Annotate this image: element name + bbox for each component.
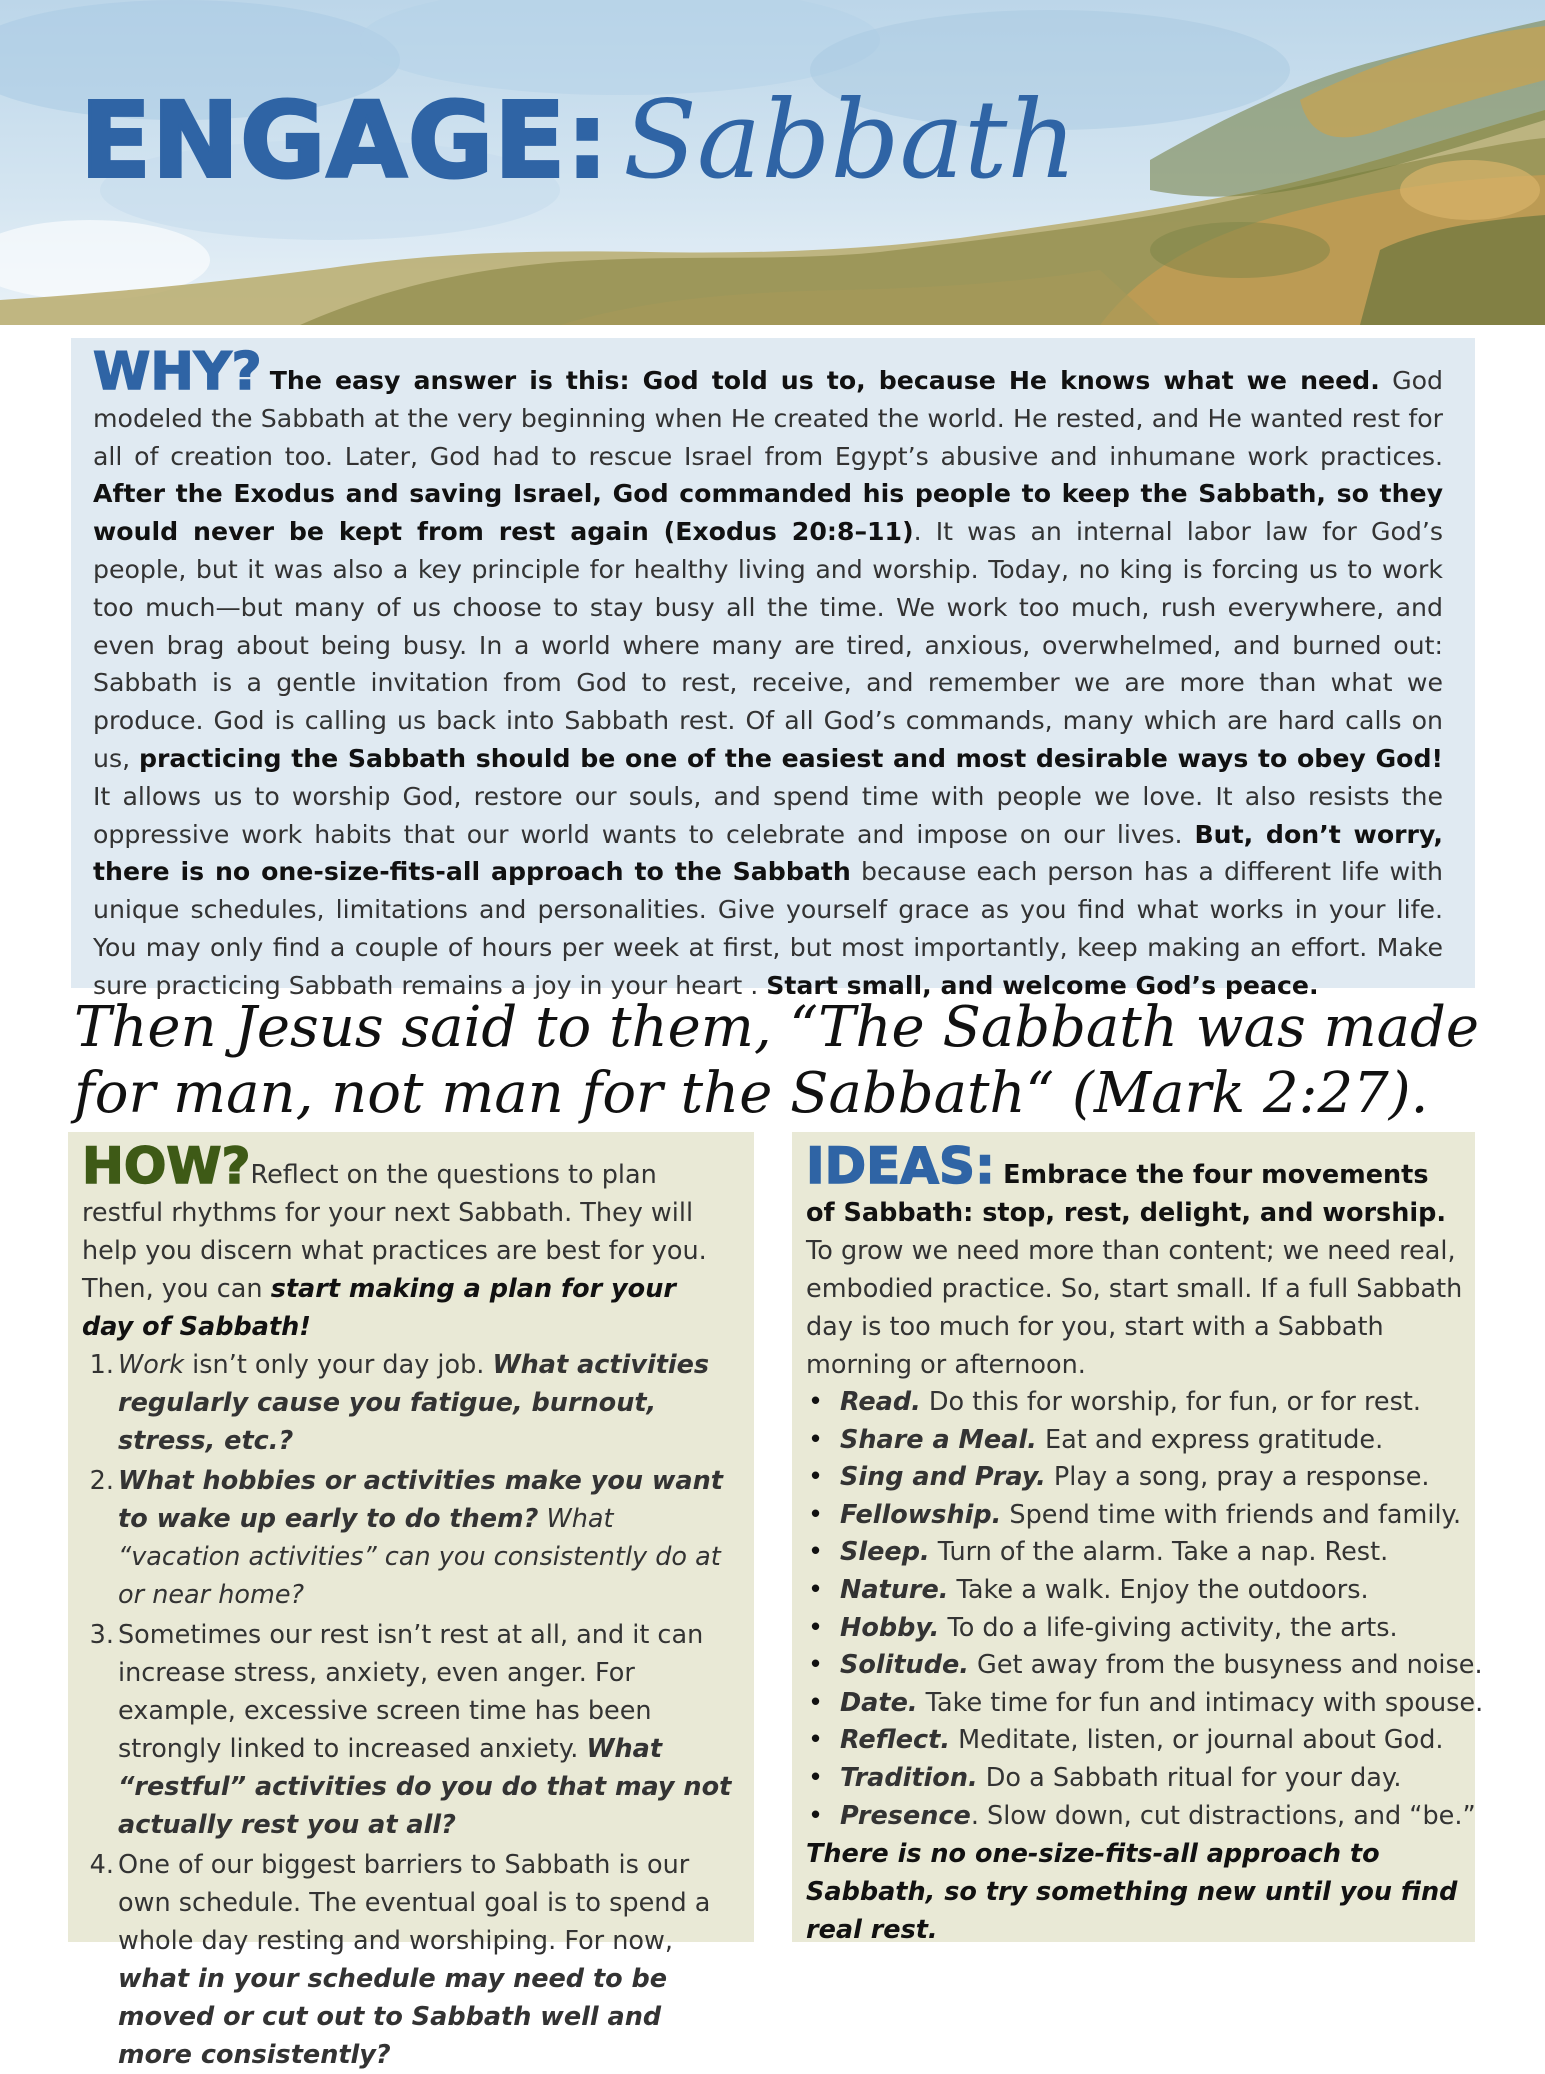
idea-label: Share a Meal. bbox=[840, 1424, 1037, 1455]
list-item bbox=[82, 1346, 736, 1460]
ideas-list bbox=[806, 1384, 1484, 1835]
bullet-icon: • bbox=[808, 1612, 824, 1643]
why-paragraph bbox=[81, 342, 1443, 1005]
ideas-intro-bold: Embrace the four movements of Sabbath: stop, rest, delight, and worship. bbox=[806, 1160, 1447, 1228]
why-text-2: God modeled the Sabbath at the very beginning when He created the world. He rested, and He wanted rest for all of creation too. Later, God had to rescue Israel from Egypt’s abusive and inhumane work practices. bbox=[93, 366, 1443, 471]
title-script: Sabbath bbox=[622, 78, 1077, 203]
how-intro bbox=[82, 1137, 736, 1346]
list-number: 4. bbox=[89, 1850, 114, 1880]
verse-line-2: for man, not man for the Sabbath“ (Mark 2:27). bbox=[74, 1061, 1429, 1126]
bullet-icon: • bbox=[808, 1499, 824, 1530]
idea-text: Turn of the alarm. Take a nap. Rest. bbox=[929, 1537, 1389, 1568]
how-intro-text: Reflect on the questions to plan restful rhythms for your next Sabbath. They will help you discern what practices are best for you. Then, you can bbox=[82, 1160, 707, 1304]
ideas-heading: IDEAS: bbox=[806, 1137, 995, 1195]
idea-text: Do a Sabbath ritual for your day. bbox=[977, 1762, 1402, 1793]
item-question: What activities regularly cause you fatigue, burnout, stress, etc.? bbox=[118, 1350, 710, 1456]
title-main: ENGAGE: bbox=[80, 79, 609, 202]
list-item bbox=[806, 1798, 1476, 1836]
list-item bbox=[806, 1534, 1463, 1572]
item-text: Sometimes our rest isn’t rest at all, and it can increase stress, anxiety, even anger. For example, excessive screen time has been strongly linked to increased anxiety. bbox=[118, 1620, 704, 1764]
list-item bbox=[806, 1722, 1463, 1760]
idea-text: Spend time with friends and family. bbox=[1001, 1499, 1462, 1530]
bullet-icon: • bbox=[808, 1650, 824, 1681]
ideas-section bbox=[792, 1132, 1484, 1946]
list-number: 3. bbox=[89, 1620, 114, 1650]
idea-text: Eat and express gratitude. bbox=[1036, 1424, 1384, 1455]
idea-label: Sleep. bbox=[840, 1537, 930, 1568]
list-item bbox=[806, 1685, 1484, 1723]
idea-label: Solitude. bbox=[840, 1650, 969, 1681]
how-heading: HOW? bbox=[82, 1137, 251, 1195]
item-text: What “vacation activities” can you consistently do at or near home? bbox=[118, 1504, 721, 1610]
idea-text: Get away from the busyness and noise. bbox=[968, 1650, 1483, 1681]
why-section bbox=[71, 338, 1475, 1000]
why-bold-7: But, don’t worry, there is no one-size-fits-all approach to the Sabbath bbox=[93, 819, 1443, 887]
idea-label: Presence bbox=[840, 1800, 971, 1831]
list-item bbox=[82, 1616, 736, 1844]
ideas-closing: There is no one-size-fits-all approach to Sabbath, so try something new until you find real rest. bbox=[806, 1839, 1458, 1946]
list-item bbox=[806, 1459, 1463, 1497]
item-question: What hobbies or activities make you want to wake up early to do them? bbox=[118, 1466, 723, 1534]
scripture-quote bbox=[74, 995, 1494, 1127]
why-text-4: . It was an internal labor law for God’s people, but it was also a key principle for healthy living and worship. Today, no king is forcing us to work too much—but many of us choose to stay busy all the time. We work too much, rush everywhere, and even brag about being busy. In a world where many are tired, anxious, overwhelmed, and burned out: Sabbath is a gentle invitation from God to rest, receive, and remember we are more than what we produce. God is calling us back into Sabbath rest. Of all God’s commands, many which are hard calls on us, bbox=[93, 517, 1443, 773]
why-bold-9: Start small, and welcome God’s peace. bbox=[766, 970, 1319, 1000]
idea-label: Tradition. bbox=[840, 1762, 978, 1793]
bullet-icon: • bbox=[808, 1574, 824, 1605]
why-heading: WHY? bbox=[93, 342, 262, 402]
list-item bbox=[806, 1760, 1463, 1798]
idea-label: Reflect. bbox=[840, 1725, 951, 1756]
list-item bbox=[806, 1572, 1463, 1610]
list-item bbox=[806, 1422, 1463, 1460]
ideas-intro-text: To grow we need more than content; we need real, embodied practice. So, start small. If a full Sabbath day is too much for you, start with a Sabbath morning or afternoon. bbox=[806, 1236, 1463, 1380]
bullet-icon: • bbox=[808, 1537, 824, 1568]
idea-text: Play a song, pray a response. bbox=[1045, 1462, 1430, 1493]
idea-label: Hobby. bbox=[840, 1612, 940, 1643]
why-text-6: It allows us to worship God, restore our souls, and spend time with people we love. It also resists the oppressive work habits that our world wants to celebrate and impose on our lives. bbox=[93, 781, 1443, 849]
ideas-intro bbox=[806, 1137, 1463, 1384]
item-text: isn’t only your day job. bbox=[184, 1350, 493, 1380]
list-item bbox=[82, 1462, 736, 1614]
why-bold-3: After the Exodus and saving Israel, God commanded his people to keep the Sabbath, so they would never be kept from rest again (Exodus 20:8–11) bbox=[93, 479, 1443, 547]
item-question: what in your schedule may need to be moved or cut out to Sabbath well and more consistently? bbox=[118, 1964, 668, 2070]
idea-label: Nature. bbox=[840, 1574, 949, 1605]
bullet-icon: • bbox=[808, 1387, 824, 1417]
item-text: One of our biggest barriers to Sabbath is our own schedule. The eventual goal is to spend a whole day resting and worshiping. For now, bbox=[118, 1850, 711, 1956]
why-text-8: because each person has a different life with unique schedules, limitations and personalities. Give yourself grace as you find what works in your life. You may only find a couple of hours per week at first, but most importantly, keep making an effort. Make sure practicing Sabbath remains a joy in your heart . bbox=[93, 857, 1443, 1000]
idea-label: Sing and Pray. bbox=[840, 1462, 1046, 1493]
idea-text: . Slow down, cut distractions, and “be.” bbox=[970, 1800, 1476, 1831]
bullet-icon: • bbox=[808, 1424, 824, 1455]
list-item bbox=[806, 1647, 1483, 1685]
idea-label: Read. bbox=[840, 1387, 921, 1417]
bullet-icon: • bbox=[808, 1462, 824, 1493]
how-intro-bold: start making a plan for your day of Sabbath! bbox=[82, 1274, 676, 1342]
how-section bbox=[68, 1132, 754, 2070]
bullet-icon: • bbox=[808, 1762, 824, 1793]
idea-text: Take time for fun and intimacy with spouse. bbox=[917, 1687, 1484, 1718]
how-question-list bbox=[82, 1346, 736, 2074]
idea-text: Do this for worship, for fun, or for rest. bbox=[920, 1387, 1421, 1417]
list-item bbox=[806, 1610, 1463, 1648]
page-title bbox=[80, 78, 1077, 203]
list-item bbox=[806, 1384, 1463, 1422]
item-text: Work bbox=[118, 1350, 185, 1380]
watercolor-banner bbox=[0, 0, 1545, 325]
list-item bbox=[82, 1846, 736, 2074]
verse-line-1: Then Jesus said to them, “The Sabbath was made bbox=[74, 995, 1480, 1060]
idea-label: Date. bbox=[840, 1687, 918, 1718]
why-bold-1: The easy answer is this: God told us to, because He knows what we need. bbox=[269, 366, 1380, 395]
list-item bbox=[806, 1497, 1463, 1535]
bullet-icon: • bbox=[808, 1800, 824, 1831]
idea-text: To do a life-giving activity, the arts. bbox=[939, 1612, 1398, 1643]
idea-label: Fellowship. bbox=[840, 1499, 1002, 1530]
item-question: What “restful” activities do you do that may not actually rest you at all? bbox=[118, 1734, 732, 1840]
list-number: 2. bbox=[89, 1466, 114, 1496]
why-bold-5: practicing the Sabbath should be one of the easiest and most desirable ways to obey God! bbox=[138, 743, 1443, 773]
bullet-icon: • bbox=[808, 1725, 824, 1756]
idea-text: Take a walk. Enjoy the outdoors. bbox=[948, 1574, 1369, 1605]
bullet-icon: • bbox=[808, 1687, 824, 1718]
list-number: 1. bbox=[89, 1350, 114, 1380]
idea-text: Meditate, listen, or journal about God. bbox=[950, 1725, 1444, 1756]
